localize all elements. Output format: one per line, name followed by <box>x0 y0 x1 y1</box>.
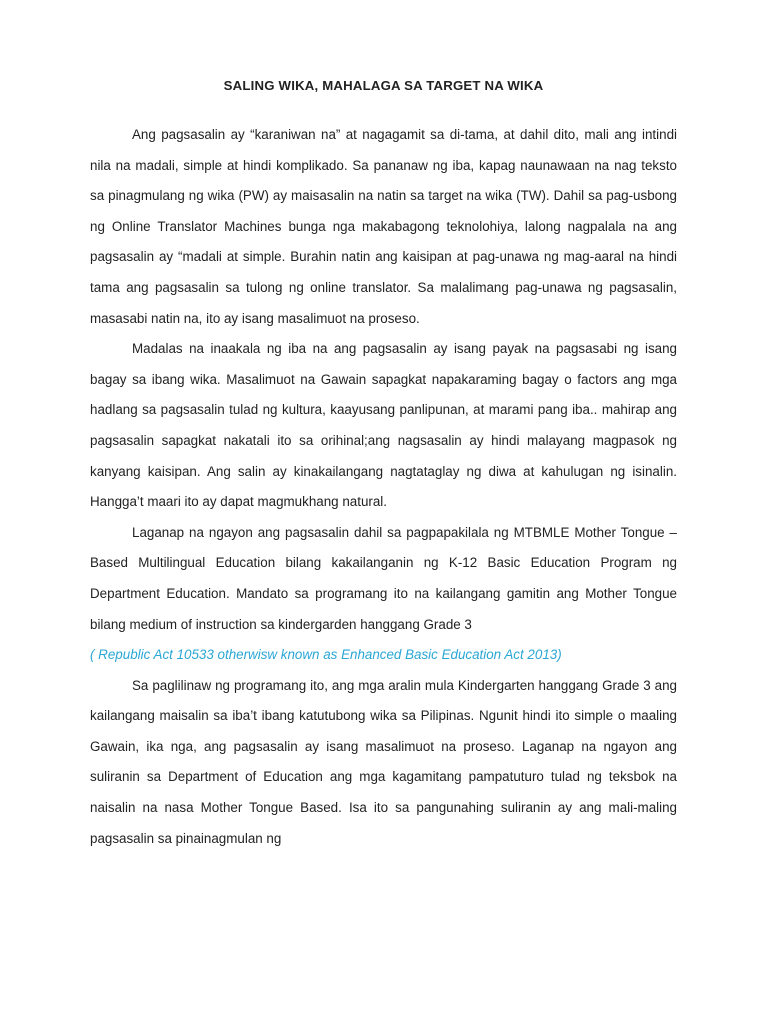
paragraph-4: Sa paglilinaw ng programang ito, ang mga aralin mula Kindergarten hanggang Grade 3 ang kailangang maisalin sa iba’t ibang katutubong wika sa Pilipinas. Ngunit hindi ito simple o maaling Gawain, ika nga, ang pagsasalin ay isang masalimuot na proseso. Laganap na ngayon ang suliranin sa Department of Education ang mga kagamitang pampatuturo tulad ng teksbok na naisalin na nasa Mother Tongue Based. Isa ito sa pangunahing suliranin ay ang mali-maling pagsasalin sa pinainagmulan ng <box>90 677 677 846</box>
paragraph-1: Ang pagsasalin ay “karaniwan na” at nagagamit sa di-tama, at dahil dito, mali ang intindi nila na madali, simple at hindi komplikado. Sa pananaw ng iba, kapag naunawaan na nag teksto sa pinagmulang ng wika (PW) ay maisasalin na natin sa target na wika (TW). Dahil sa pag-usbong ng Online Translator Machines bunga nga makabagong teknolohiya, lalong nagpalala na ang pagsasalin ay “madali at simple. Burahin natin ang kaisipan at pag-unawa ng mag-aaral na hindi tama ang pagsasalin sa tulong ng online translator. Sa malalimang pag-unawa ng pagsasalin, masasabi natin na, ito ay isang masalimuot na proseso. <box>90 127 677 326</box>
document-page <box>90 73 677 854</box>
paragraph-2: Madalas na inaakala ng iba na ang pagsasalin ay isang payak na pagsasabi ng isang bagay sa ibang wika. Masalimuot na Gawain sapagkat napakaraming bagay o factors ang mga hadlang sa pagsasalin tulad ng kultura, kaayusang panlipunan, at marami pang iba.. mahirap ang pagsasalin sapagkat nakatali ito sa orihinal;ang nagsasalin ay hindi malayang magpasok ng kanyang kaisipan. Ang salin ay kinakailangang nagtataglay ng diwa at kahulugan ng isinalin. Hangga’t maari ito ay dapat magmukhang natural. <box>90 341 677 510</box>
paragraph-3: Laganap na ngayon ang pagsasalin dahil sa pagpapakilala ng MTBMLE Mother Tongue – Based Multilingual Education bilang kakailanganin ng K-12 Basic Education Program ng Department Education. Mandato sa programang ito na kailangang gamitin ang Mother Tongue bilang medium of instruction sa kindergarden hanggang Grade 3 <box>90 524 677 632</box>
citation-link[interactable]: ( Republic Act 10533 otherwisw known as Enhanced Basic Education Act 2013) <box>90 647 562 663</box>
document-title: SALING WIKA, MAHALAGA SA TARGET NA WIKA <box>223 78 544 93</box>
